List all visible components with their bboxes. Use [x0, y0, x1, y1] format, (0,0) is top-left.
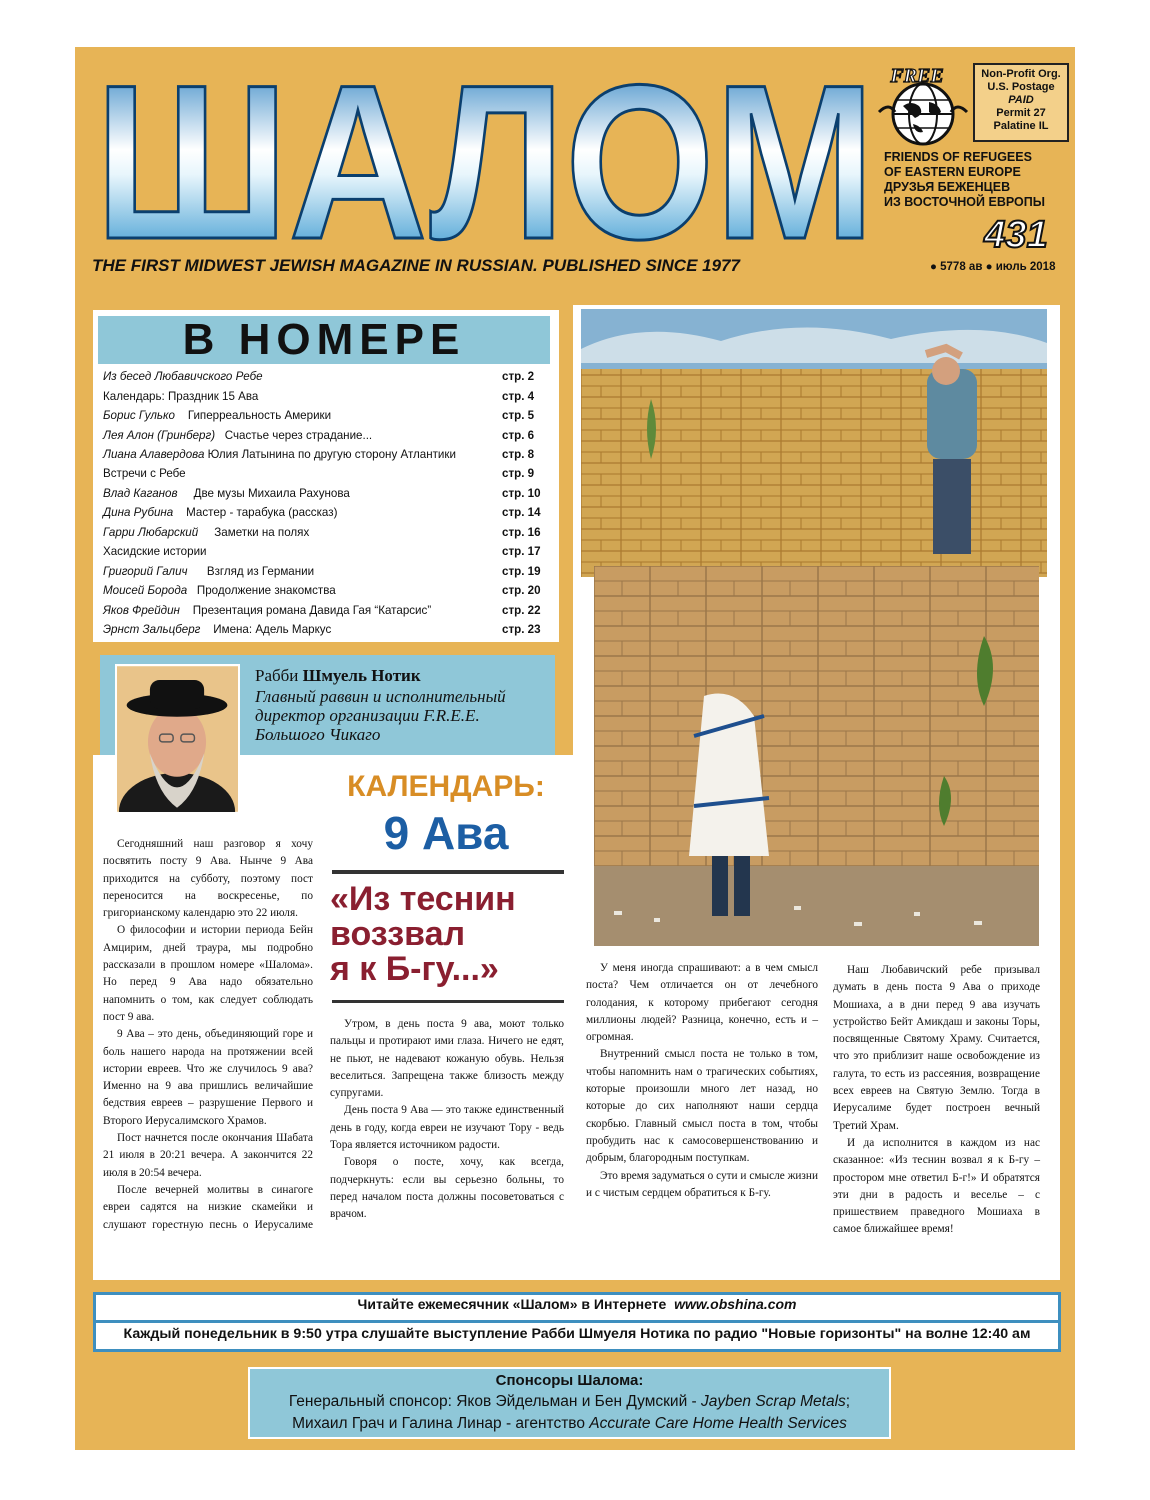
toc-item[interactable] — [103, 603, 545, 618]
toc-author: Эрнст Зальцберг — [103, 623, 201, 636]
toc-title: Продолжение знакомства — [196, 584, 336, 597]
website-line — [96, 1296, 1058, 1312]
website-link[interactable]: www.obshina.com — [674, 1296, 797, 1312]
sponsor-punct: ; — [845, 1393, 851, 1410]
rabbi-title-line: Главный раввин и исполнительный — [255, 687, 506, 706]
org-line: FRIENDS OF REFUGEES — [884, 150, 1032, 164]
toc-item[interactable] — [103, 447, 545, 462]
paragraph: Сегодняшний наш разговор я хочу посвятить посту 9 Ава. Нынче 9 Ава приходится на субботу, поэтому пост переносится на воскресенье, по григорианскому календарю это 22 июля. — [103, 838, 313, 920]
toc-item[interactable] — [103, 583, 545, 598]
western-wall-boy-photo — [581, 309, 1047, 577]
article-headline — [330, 882, 570, 987]
toc-title: Встречи с Ребе — [103, 467, 186, 480]
org-line: ДРУЗЬЯ БЕЖЕНЦЕВ — [884, 180, 1011, 194]
toc-author: Из бесед Любавичского Ребе — [103, 370, 263, 383]
toc-page: стр. 16 — [502, 526, 541, 539]
toc-title: Юлия Латынина по другую сторону Атлантики — [207, 448, 456, 461]
toc-title: Имена: Адель Маркус — [213, 623, 332, 636]
toc-author: Лея Алон (Гринберг) — [103, 429, 216, 442]
postage-stamp — [973, 63, 1069, 142]
banner-divider — [96, 1320, 1058, 1323]
toc-title: Две музы Михаила Рахунова — [193, 487, 350, 500]
paragraph: У меня иногда спрашивают: а в чем смысл поста? Чем отличается он от лечебного голодания, к которому прибегают сегодня миллионы людей? Разница, конечно, есть и – огромная. — [586, 962, 818, 1044]
svg-text:FREE: FREE — [890, 65, 944, 87]
sponsor-company: Accurate Care Home Health Services — [589, 1415, 847, 1432]
toc-author: Григорий Галич — [103, 565, 188, 578]
sponsors-title: Спонсоры Шалома: — [495, 1372, 644, 1389]
postage-line: Permit 27 — [996, 107, 1046, 119]
postage-line: U.S. Postage — [987, 81, 1055, 93]
toc-page: стр. 23 — [502, 623, 541, 636]
paragraph: О философии и истории периода Бейн Амцирим, дней траура, мы подробно рассказали в прошлом номере «Шалома». Но перед 9 Ава надо обязательно напомнить о том, как следует соблюдать пост 9 ава. — [103, 924, 313, 1023]
sponsor-company: Jayben Scrap Metals — [701, 1393, 846, 1410]
rabbi-title-line: Большого Чикаго — [255, 725, 381, 744]
toc-page: стр. 17 — [502, 545, 541, 558]
toc-title: Заметки на полях — [214, 526, 310, 539]
org-line: OF EASTERN EUROPE — [884, 165, 1021, 179]
toc-title: Календарь: Праздник 15 Ава — [103, 390, 259, 403]
radio-announcement: Каждый понедельник в 9:50 утра слушайте выступление Рабби Шмуеля Нотика по радио "Новые горизонты" на волне 12:40 ам — [123, 1326, 1031, 1342]
magazine-tagline: THE FIRST MIDWEST JEWISH MAGAZINE IN RUSSIAN. PUBLISHED SINCE 1977 — [92, 256, 740, 275]
rabbi-title-line: директор организации F.R.E.E. — [255, 706, 480, 725]
paragraph: Внутренний смысл поста не только в том, чтобы напомнить нам о трагических событиях, которые произошли много лет назад, но которые до сих наполняют наши сердца скорбью. Главный смысл поста в том, чтобы пробудить нас к самосовершенствованию и добрым, благородным поступкам. — [586, 1048, 818, 1165]
article-column-1 — [103, 836, 313, 1234]
headline-line: «Из теснин — [330, 880, 516, 918]
sponsor-text: Генеральный спонсор: Яков Эйдельман и Бен Думский - — [288, 1393, 702, 1410]
headline-rule-bottom — [332, 1000, 564, 1003]
sponsor-line-2 — [248, 1415, 891, 1433]
article-date-title: 9 Ава — [383, 807, 509, 859]
toc-page: стр. 10 — [502, 487, 541, 500]
toc-item[interactable] — [103, 564, 545, 579]
rabbi-prefix: Рабби — [255, 666, 299, 685]
toc-item[interactable] — [103, 486, 545, 501]
toc-page: стр. 9 — [502, 467, 535, 480]
toc-item[interactable] — [103, 408, 545, 423]
toc-title: Счастье через страдание... — [224, 429, 373, 442]
contents-title: В НОМЕРЕ — [98, 316, 550, 364]
globe-emblem-icon — [873, 62, 973, 147]
toc-item[interactable] — [103, 544, 545, 559]
toc-page: стр. 19 — [502, 565, 541, 578]
toc-title: Хасидские истории — [103, 545, 207, 558]
toc-title: Взгляд из Германии — [206, 565, 315, 578]
headline-line: воззвал — [330, 915, 466, 953]
headline-line: я к Б-гу...» — [330, 950, 499, 988]
toc-author: Яков Фрейдин — [103, 604, 180, 617]
toc-title: Мастер - тарабука (рассказ) — [186, 506, 338, 519]
rabbi-name — [255, 666, 550, 685]
toc-item[interactable] — [103, 525, 545, 540]
article-column-3 — [586, 960, 818, 1202]
toc-page: стр. 20 — [502, 584, 541, 597]
paragraph: И да исполнится в каждом из нас сказанное: «Из теснин возвал я к Б-гу – простором мне ответил Б-г!» И обратятся эти дни в радость и веселье – с пришествием праведного Мошиаха в самое ближайшее время! — [833, 1136, 1040, 1236]
toc-item[interactable] — [103, 389, 545, 404]
paragraph: 9 Ава – это день, объединяющий горе и боль нашего народа на протяжении всей истории евреев. Что же случилось 9 ава? Именно на 9 ава пришлись величайшие бедствия евреев – разрушение Первого и Второго Иерусалимского Храмов. — [103, 1028, 313, 1127]
toc-author: Лиана Алавердова — [103, 448, 205, 461]
toc-item[interactable] — [103, 428, 545, 443]
toc-page: стр. 14 — [502, 506, 541, 519]
toc-author: Дина Рубина — [103, 506, 174, 519]
western-wall-prayer-photo — [594, 566, 1039, 946]
article-column-2 — [330, 1016, 564, 1224]
toc-title: Презентация романа Давида Гая “Катарсис” — [192, 604, 432, 617]
paragraph: Говоря о посте, хочу, как всегда, подчеркнуть: если вы серьезно больны, то перед началом поста должны посоветоваться с врачом. — [330, 1156, 564, 1221]
toc-author: Моисей Борода — [103, 584, 188, 597]
toc-author: Гарри Любарский — [103, 526, 199, 539]
paragraph: Утром, в день поста 9 ава, моют только пальцы и протирают ими глаза. Ничего не едят, не пьют, не надевают кожаную обувь. Нельзя веселиться. Запрещена также близость между супругами. — [330, 1018, 564, 1100]
issue-number: 431 — [984, 214, 1048, 256]
toc-title: Гиперреальность Америки — [187, 409, 332, 422]
toc-item[interactable] — [103, 622, 545, 637]
article-column-4 — [833, 962, 1040, 1239]
rabbi-name-bold: Шмуель Нотик — [302, 666, 421, 685]
paragraph: После вечерней молитвы в синагоге евреи садятся на низкие скамейки и слушают горестную песнь о Иерусалиме — [103, 1183, 313, 1231]
rabbi-title — [255, 687, 550, 744]
paragraph: Наш Любавичский ребе призывал думать в день поста 9 Ава о приходе Мошиаха, а в дни перед 9 ава изучать устройство Бейт Амикдаш и законы Торы, посвященные Святому Храму. Считается, что это приблизит наше освобождение из галута, то есть из рассеяния, возвращение всех евреев на Святую Землю. Тогда в Иерусалиме будет построен вечный Третий Храм. — [833, 964, 1040, 1132]
toc-item[interactable] — [103, 505, 545, 520]
shalom-logo — [90, 60, 880, 250]
paragraph: Это время задуматься о сути и смысле жизни и с чистым сердцем обратиться к Б-гу. — [586, 1169, 818, 1199]
organization-name — [884, 150, 1074, 210]
issue-date: ● 5778 ав ● июль 2018 — [930, 261, 1056, 273]
toc-page: стр. 22 — [502, 604, 541, 617]
toc-page: стр. 2 — [502, 370, 535, 383]
paragraph: Пост начнется после окончания Шабата 21 июля в 20:21 вечера. А закончится 22 июля в 20:54 вечера. — [103, 1132, 313, 1179]
toc-page: стр. 8 — [502, 448, 535, 461]
toc-author: Борис Гулько — [103, 409, 175, 422]
sponsor-text: Михаил Грач и Галина Линар - агентство — [292, 1415, 590, 1432]
rabbi-portrait — [115, 664, 240, 814]
toc-page: стр. 5 — [502, 409, 535, 422]
toc-item[interactable] — [103, 466, 545, 481]
headline-rule — [332, 870, 564, 874]
postage-line: Palatine IL — [993, 120, 1049, 132]
paragraph: День поста 9 Ава — это также единственный день в году, когда евреи не изучают Тору - ведь Тора является источником радости. — [330, 1104, 564, 1152]
sponsor-line-1 — [248, 1393, 891, 1411]
toc-page: стр. 6 — [502, 429, 535, 442]
toc-author: Влад Каганов — [103, 487, 178, 500]
website-text: Читайте ежемесячник «Шалом» в Интернете — [357, 1296, 667, 1312]
svg-text:ШАЛОМ: ШАЛОМ — [95, 60, 875, 250]
article-kicker: КАЛЕНДАРЬ: — [347, 770, 545, 803]
postage-line: Non-Profit Org. — [981, 68, 1061, 80]
postage-line: PAID — [1008, 94, 1034, 106]
org-line: ИЗ ВОСТОЧНОЙ ЕВРОПЫ — [884, 195, 1045, 209]
toc-item[interactable] — [103, 369, 545, 384]
toc-page: стр. 4 — [502, 390, 535, 403]
